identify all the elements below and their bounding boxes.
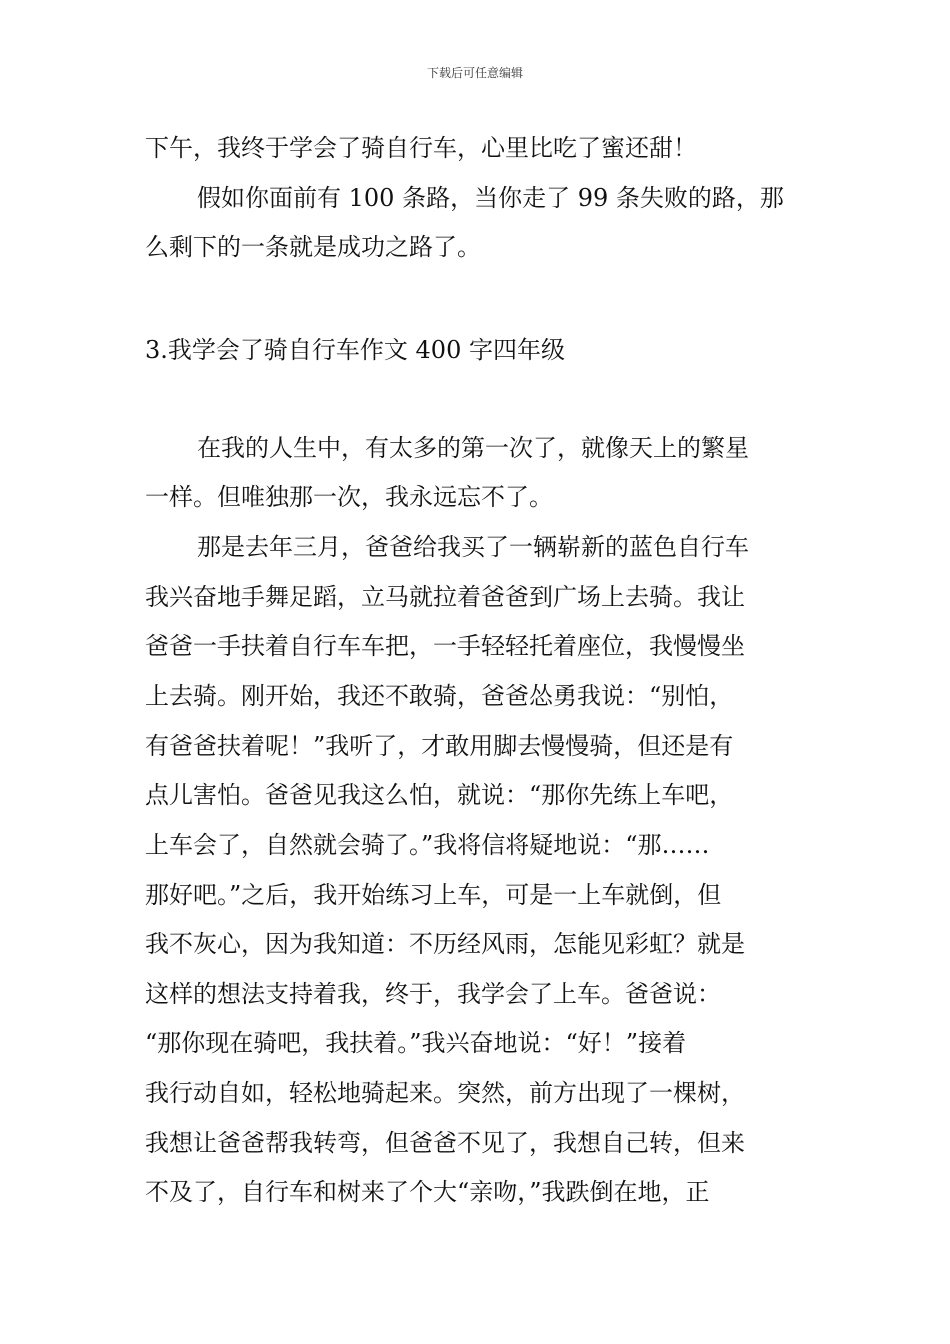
- text-line: 有爸爸扶着呢！”我听了，才敢用脚去慢慢骑，但还是有: [145, 732, 734, 760]
- text-line: 一样。但唯独那一次，我永远忘不了。: [145, 483, 553, 511]
- text-line: 那是去年三月，爸爸给我买了一辆崭新的蓝色自行车: [197, 533, 749, 561]
- text-line: “那你现在骑吧，我扶着。”我兴奋地说：“好！”接着: [145, 1029, 687, 1057]
- text-line: 上车会了，自然就会骑了。”我将信将疑地说：“那……: [145, 831, 710, 859]
- section-heading: 3.我学会了骑自行车作文 400 字四年级: [145, 336, 565, 364]
- text-line: 上去骑。刚开始，我还不敢骑，爸爸怂勇我说：“别怕，: [145, 682, 734, 710]
- text-line: 我想让爸爸帮我转弯，但爸爸不见了，我想自己转，但来: [145, 1129, 745, 1157]
- text-line: 我不灰心，因为我知道：不历经风雨，怎能见彩虹？就是: [145, 930, 745, 958]
- text-line: 点儿害怕。爸爸见我这么怕，就说：“那你先练上车吧，: [145, 781, 734, 809]
- text-line: 那好吧。”之后，我开始练习上车，可是一上车就倒，但: [145, 881, 722, 909]
- text-line: 假如你面前有 100 条路，当你走了 99 条失败的路，那: [197, 184, 784, 212]
- text-line: 爸爸一手扶着自行车车把，一手轻轻托着座位，我慢慢坐: [145, 632, 745, 660]
- page-header: 下载后可任意编辑: [426, 66, 523, 80]
- text-line: 我行动自如，轻松地骑起来。突然，前方出现了一棵树，: [145, 1079, 745, 1107]
- text-line: 我兴奋地手舞足蹈，立马就拉着爸爸到广场上去骑。我让: [145, 583, 745, 611]
- text-line: 在我的人生中，有太多的第一次了，就像天上的繁星: [197, 434, 749, 462]
- text-line: 下午，我终于学会了骑自行车，心里比吃了蜜还甜！: [145, 134, 697, 162]
- text-line: 么剩下的一条就是成功之路了。: [145, 233, 481, 261]
- text-line: 这样的想法支持着我，终于，我学会了上车。爸爸说：: [145, 980, 721, 1008]
- text-line: 不及了，自行车和树来了个大“亲吻，”我跌倒在地，正: [145, 1178, 710, 1206]
